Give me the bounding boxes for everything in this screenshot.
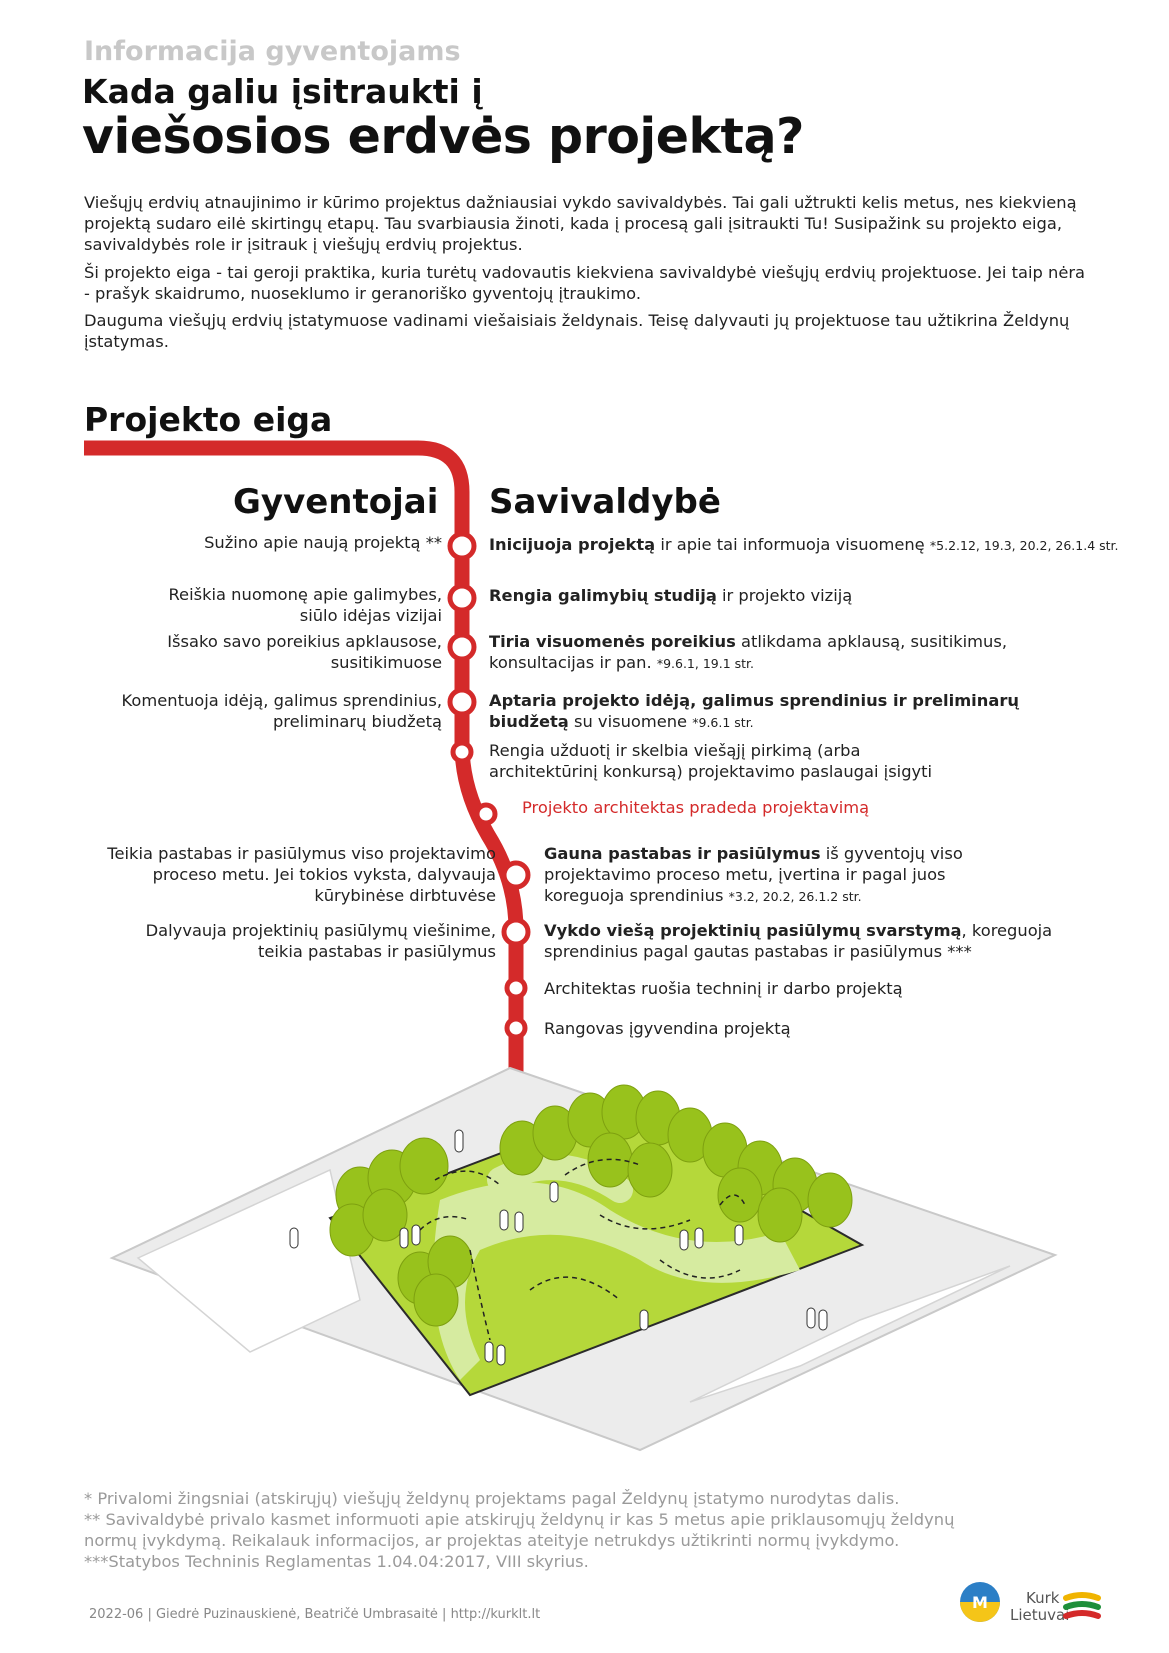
seal-logo-icon: [958, 1580, 1002, 1624]
intro-paragraph-3: Dauguma viešųjų erdvių įstatymuose vadinami viešaisiais želdynais. Teisę dalyvauti jų projektuose tau užtikrina Želdynų įstatymas.: [84, 311, 1070, 351]
step-4-residents-line1: Komentuoja idėją, galimus sprendinius,: [121, 691, 442, 710]
page-title-line1: Kada galiu įsitraukti į: [82, 72, 483, 111]
section-title: Projekto eiga: [84, 400, 333, 439]
step-4-text-2: su visuomene: [568, 712, 693, 731]
step-7-text-3: koreguoja sprendinius: [544, 886, 729, 905]
step-9-architect: Architektas ruošia techninį ir darbo projektą: [544, 979, 903, 998]
footnote-1: * Privalomi žingsniai (atskirųjų) viešųjų želdynų projektams pagal Želdynų įstatymo nurodytas dalis.: [84, 1489, 900, 1508]
kicker: Informacija gyventojams: [84, 36, 461, 67]
step-8-residents-line2: teikia pastabas ir pasiūlymus: [257, 942, 496, 961]
step-2-bold: Rengia galimybių studiją: [489, 586, 717, 605]
step-7-residents-line1: Teikia pastabas ir pasiūlymus viso projektavimo: [107, 844, 496, 863]
step-1-bold: Inicijuoja projektą: [489, 535, 656, 554]
step-3-text: atlikdama apklausą, susitikimus,: [735, 632, 1008, 651]
svg-text:M: M: [972, 1593, 988, 1612]
step-4-ref: *9.6.1 str.: [692, 715, 754, 730]
footnote-2-line1: ** Savivaldybė privalo kasmet informuoti apie atskirųjų želdynų ir kas 5 metus apie priklausomųjų želdynų: [84, 1510, 955, 1529]
column-heading-municipality: Savivaldybė: [489, 482, 721, 522]
brand-name-line1: Kurk: [1026, 1589, 1060, 1607]
intro-paragraph-2: Ši projekto eiga - tai geroji praktika, kuria turėtų vadovautis kiekviena savivaldybė viešųjų erdvių projektuose. Jei taip nėra - prašyk skaidrumo, nuoseklumo ir geranoriško gyventojų įtraukimo.: [84, 263, 1086, 303]
step-3-residents-line1: Išsako savo poreikius apklausose,: [167, 632, 442, 651]
step-6-architect: Projekto architektas pradeda projektavimą: [522, 798, 870, 817]
credit-line: 2022-06 | Giedrė Puzinauskienė, Beatričė Umbrasaitė | http://kurklt.lt: [89, 1607, 541, 1622]
step-8-bold: Vykdo viešą projektinių pasiūlymų svarstymą: [544, 921, 962, 940]
column-heading-residents: Gyventojai: [233, 482, 439, 522]
step-1-ref: *5.2.12, 19.3, 20.2, 26.1.4 str.: [929, 538, 1119, 553]
flag-stripes-icon: [1062, 1590, 1102, 1624]
step-5-line2: architektūrinį konkursą) projektavimo paslaugai įsigyti: [489, 762, 933, 781]
step-2-text: ir projekto viziją: [716, 586, 853, 605]
step-3-text-2: konsultacijas ir pan.: [489, 653, 657, 672]
step-3-residents-line2: susitikimuose: [330, 653, 442, 672]
step-1-text: ir apie tai informuoja visuomenę: [655, 535, 930, 554]
step-7-ref: *3.2, 20.2, 26.1.2 str.: [728, 889, 862, 904]
footnote-2-line2: normų įvykdymą. Reikalauk informacijos, ar projektas ateityje netrukdys užtikrinti normų įvykdymo.: [84, 1531, 900, 1550]
step-7-text-2: projektavimo proceso metu, įvertina ir pagal juos: [544, 865, 946, 884]
step-8-text: , koreguoja: [961, 921, 1053, 940]
step-5-line1: Rengia užduotį ir skelbia viešąjį pirkimą (arba: [489, 741, 861, 760]
step-7-bold: Gauna pastabas ir pasiūlymus: [544, 844, 821, 863]
step-7-text: iš gyventojų viso: [820, 844, 963, 863]
step-2-residents-line1: Reiškia nuomonę apie galimybes,: [168, 585, 442, 604]
step-1-residents: Sužino apie naują projektą **: [204, 533, 442, 552]
brand-name-line2: Lietuvai: [1010, 1606, 1070, 1624]
step-4-residents-line2: preliminarų biudžetą: [272, 712, 442, 731]
step-4-bold: Aptaria projekto idėją, galimus sprendinius ir preliminarų: [489, 691, 1019, 710]
step-8-residents-line1: Dalyvauja projektinių pasiūlymų viešinime,: [145, 921, 496, 940]
step-7-residents-line2: proceso metu. Jei tokios vyksta, dalyvauja: [152, 865, 496, 884]
page-title-line2: viešosios erdvės projektą?: [82, 108, 804, 165]
intro-paragraph-1: Viešųjų erdvių atnaujinimo ir kūrimo projektus dažniausiai vykdo savivaldybės. Tai gali užtrukti kelis metus, nes kiekvieną projektą sudaro eilė skirtingų etapų. Tau svarbiausia žinoti, kada į procesą gali įsitraukti Tu! Susipažink su projekto eiga, savivaldybės role ir įsitrauk į viešųjų erdvių projektus.: [84, 193, 1077, 254]
step-8-text-2: sprendinius pagal gautas pastabas ir pasiūlymus ***: [544, 942, 972, 961]
step-4-bold-2: biudžetą: [489, 712, 569, 731]
step-3-ref: *9.6.1, 19.1 str.: [656, 656, 755, 671]
footnote-3: ***Statybos Techninis Reglamentas 1.04.04:2017, VIII skyrius.: [84, 1552, 589, 1571]
step-7-residents-line3: kūrybinėse dirbtuvėse: [314, 886, 496, 905]
step-3-bold: Tiria visuomenės poreikius: [489, 632, 736, 651]
step-10-contractor: Rangovas įgyvendina projektą: [544, 1019, 791, 1038]
step-2-residents-line2: siūlo idėjas vizijai: [299, 606, 442, 625]
